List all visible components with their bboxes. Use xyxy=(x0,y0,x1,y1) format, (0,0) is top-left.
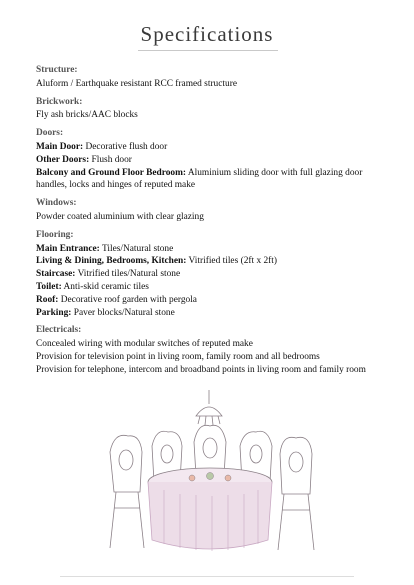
electricals-line-1: Concealed wiring with modular switches of reputed make xyxy=(36,339,253,350)
bottom-divider xyxy=(60,576,354,577)
roof-value: Decorative roof garden with pergola xyxy=(58,294,197,305)
roof-label: Roof: xyxy=(36,294,59,305)
roof-spec xyxy=(36,294,380,307)
living-floor-label: Living & Dining, Bedrooms, Kitchen: xyxy=(36,256,187,267)
main-door-label: Main Door: xyxy=(36,141,84,152)
electricals-line-3: Provision for telephone, intercom and broadband points in living room and family room xyxy=(36,364,366,375)
flooring-heading: Flooring: xyxy=(36,229,74,240)
toilet-spec xyxy=(36,281,380,294)
other-doors-label: Other Doors: xyxy=(36,154,90,165)
doors-heading: Doors: xyxy=(36,128,64,139)
parking-spec xyxy=(36,307,380,320)
electricals-line-2: Provision for television point in living room, family room and all bedrooms xyxy=(36,351,320,362)
windows-text: Powder coated aluminium with clear glazing xyxy=(36,211,204,222)
main-entrance-spec xyxy=(36,243,380,256)
chandelier-sketch xyxy=(196,390,222,425)
living-floor-value: Vitrified tiles (2ft x 2ft) xyxy=(186,256,278,267)
staircase-label: Staircase: xyxy=(36,269,76,280)
other-doors-value: Flush door xyxy=(89,154,132,165)
staircase-value: Vitrified tiles/Natural stone xyxy=(75,269,181,280)
balcony-door-value: Aluminium sliding door with full glazing door handles, locks and hinges of reputed make xyxy=(36,167,363,191)
living-floor-spec xyxy=(36,255,380,268)
page-title: Specifications xyxy=(140,22,274,46)
round-table-sketch xyxy=(148,468,272,551)
left-chair-sketch xyxy=(110,435,144,548)
brickwork-heading: Brickwork: xyxy=(36,96,83,107)
main-entrance-label: Main Entrance: xyxy=(36,243,100,254)
toilet-label: Toilet: xyxy=(36,281,62,292)
staircase-spec xyxy=(36,268,380,281)
brickwork-text: Fly ash bricks/AAC blocks xyxy=(36,110,138,121)
windows-heading: Windows: xyxy=(36,198,77,209)
structure-text: Aluform / Earthquake resistant RCC framed structure xyxy=(36,78,237,89)
parking-value: Paver blocks/Natural stone xyxy=(71,307,175,318)
right-chair-sketch xyxy=(278,437,314,550)
parking-label: Parking: xyxy=(36,307,72,318)
balcony-door-spec xyxy=(36,167,380,193)
electricals-heading: Electricals: xyxy=(36,325,82,336)
balcony-door-label: Balcony and Ground Floor Bedroom: xyxy=(36,167,187,178)
title-underline xyxy=(138,50,278,51)
specifications-list xyxy=(36,64,380,377)
main-entrance-value: Tiles/Natural stone xyxy=(99,243,174,254)
toilet-value: Anti-skid ceramic tiles xyxy=(61,281,149,292)
main-door-value: Decorative flush door xyxy=(83,141,168,152)
dining-set-illustration xyxy=(84,390,334,570)
other-doors-spec xyxy=(36,154,380,167)
main-door-spec xyxy=(36,141,380,154)
structure-heading: Structure: xyxy=(36,65,78,75)
